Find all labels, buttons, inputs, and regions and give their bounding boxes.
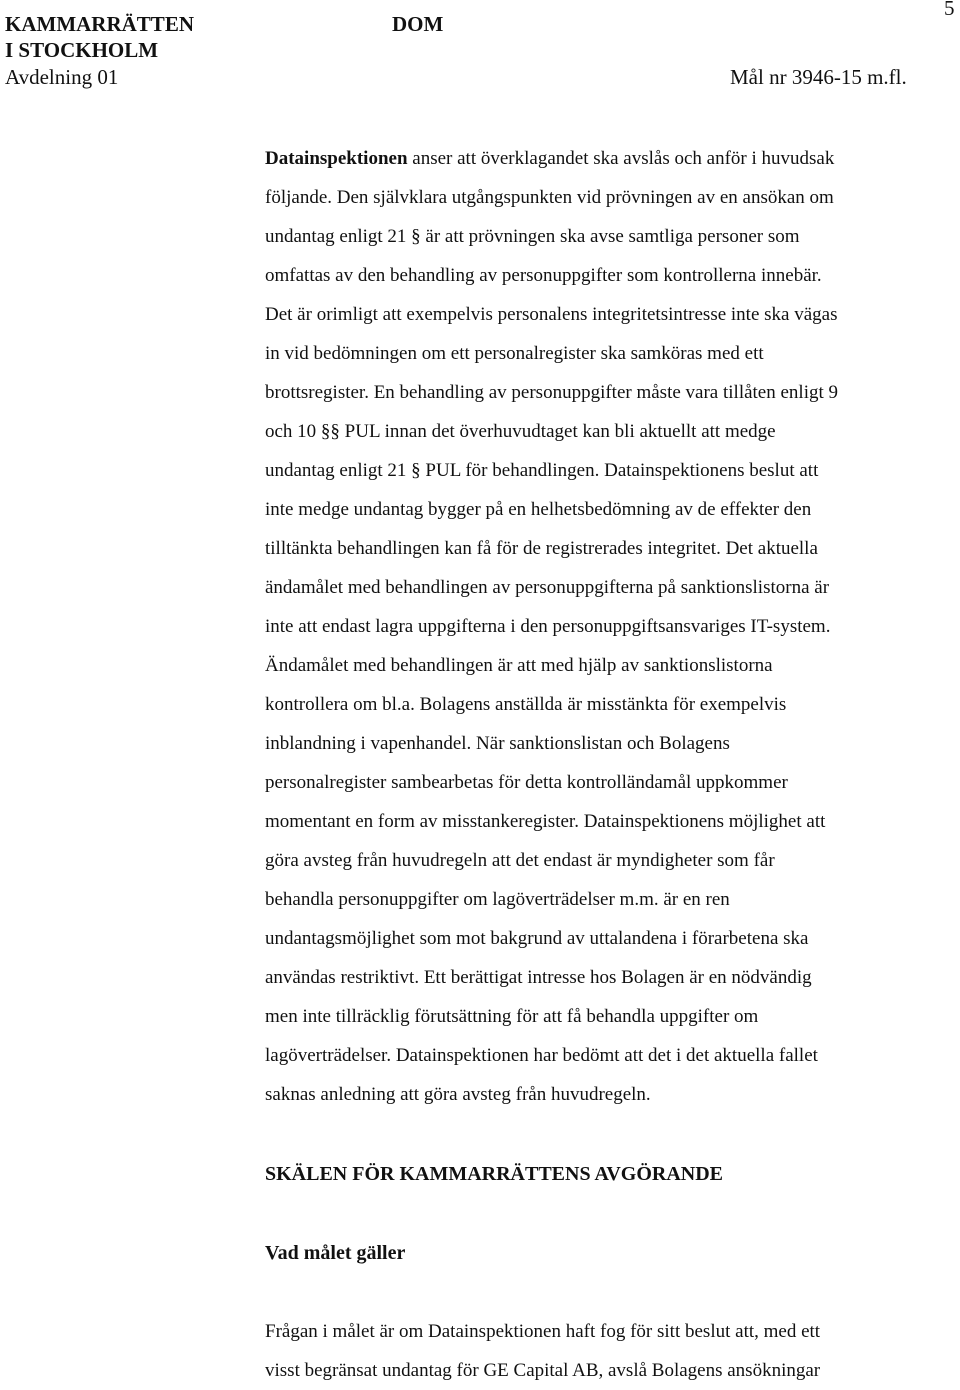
court-name-line: KAMMARRÄTTEN — [5, 12, 194, 36]
text-line: undantagsmöjlighet som mot bakgrund av uttalandena i förarbetena ska — [265, 928, 809, 949]
text-line: Ändamålet med behandlingen är att med hjälp av sanktionslistorna — [265, 655, 773, 676]
text-line: följande. Den självklara utgångspunkten vid prövningen av en ansökan om — [265, 187, 834, 208]
text-line: göra avsteg från huvudregeln att det endast är myndigheter som får — [265, 850, 775, 871]
case-number: Mål nr 3946-15 m.fl. — [730, 65, 907, 89]
division: Avdelning 01 — [5, 65, 119, 89]
text-line: ändamålet med behandlingen av personuppgifterna på sanktionslistorna är — [265, 577, 830, 598]
text-line: Frågan i målet är om Datainspektionen haft fog för sitt beslut att, med ett — [265, 1321, 821, 1342]
lead-bold: Datainspektionen — [265, 148, 408, 169]
text-line: inblandning i vapenhandel. När sanktionslistan och Bolagens — [265, 733, 730, 754]
court-name — [5, 11, 194, 63]
text-line: undantag enligt 21 § är att prövningen ska avse samtliga personer som — [265, 226, 800, 247]
text-line: lagöverträdelser. Datainspektionen har bedömt att det i det aktuella fallet — [265, 1045, 818, 1066]
text-line: användas restriktivt. Ett berättigat intresse hos Bolagen är en nödvändig — [265, 967, 812, 988]
text-line: momentant en form av misstankeregister. Datainspektionens möjlighet att — [265, 811, 826, 832]
section-heading: SKÄLEN FÖR KAMMARRÄTTENS AVGÖRANDE — [265, 1163, 724, 1185]
text-line: Det är orimligt att exempelvis personalens integritetsintresse inte ska vägas — [265, 304, 838, 325]
text-line: och 10 §§ PUL innan det överhuvudtaget kan bli aktuellt att medge — [265, 421, 776, 442]
document-type: DOM — [392, 12, 444, 36]
text-line: undantag enligt 21 § PUL för behandlingen. Datainspektionens beslut att — [265, 460, 819, 481]
paragraph-question — [265, 1312, 955, 1390]
text-line: men inte tillräcklig förutsättning för att få behandla uppgifter om — [265, 1006, 759, 1027]
text-line: saknas anledning att göra avsteg från huvudregeln. — [265, 1084, 651, 1105]
court-name-line: I STOCKHOLM — [5, 38, 159, 62]
text-line: behandla personuppgifter om lagöverträdelser m.m. är en ren — [265, 889, 730, 910]
text-line — [265, 139, 955, 178]
text-line: inte att endast lagra uppgifterna i den personuppgiftsansvariges IT-system. — [265, 616, 831, 637]
text-line-rest: anser att överklagandet ska avslås och anför i huvudsak — [407, 148, 835, 169]
text-line: personalregister sambearbetas för detta kontrolländamål uppkommer — [265, 772, 788, 793]
text-line: omfattas av den behandling av personuppgifter som kontrollerna innebär. — [265, 265, 822, 286]
text-line: tilltänkta behandlingen kan få för de registrerades integritet. Det aktuella — [265, 538, 818, 559]
text-line: inte medge undantag bygger på en helhetsbedömning av de effekter den — [265, 499, 812, 520]
text-line: kontrollera om bl.a. Bolagens anställda är misstänkta för exempelvis — [265, 694, 787, 715]
text-line: visst begränsat undantag för GE Capital AB, avslå Bolagens ansökningar — [265, 1360, 821, 1381]
subsection-heading: Vad målet gäller — [265, 1242, 406, 1264]
paragraph-datainspektionen — [265, 139, 955, 1114]
page-number: 5 — [944, 0, 955, 20]
text-line: brottsregister. En behandling av personuppgifter måste vara tillåten enligt 9 — [265, 382, 839, 403]
text-line: in vid bedömningen om ett personalregister ska samköras med ett — [265, 343, 764, 364]
